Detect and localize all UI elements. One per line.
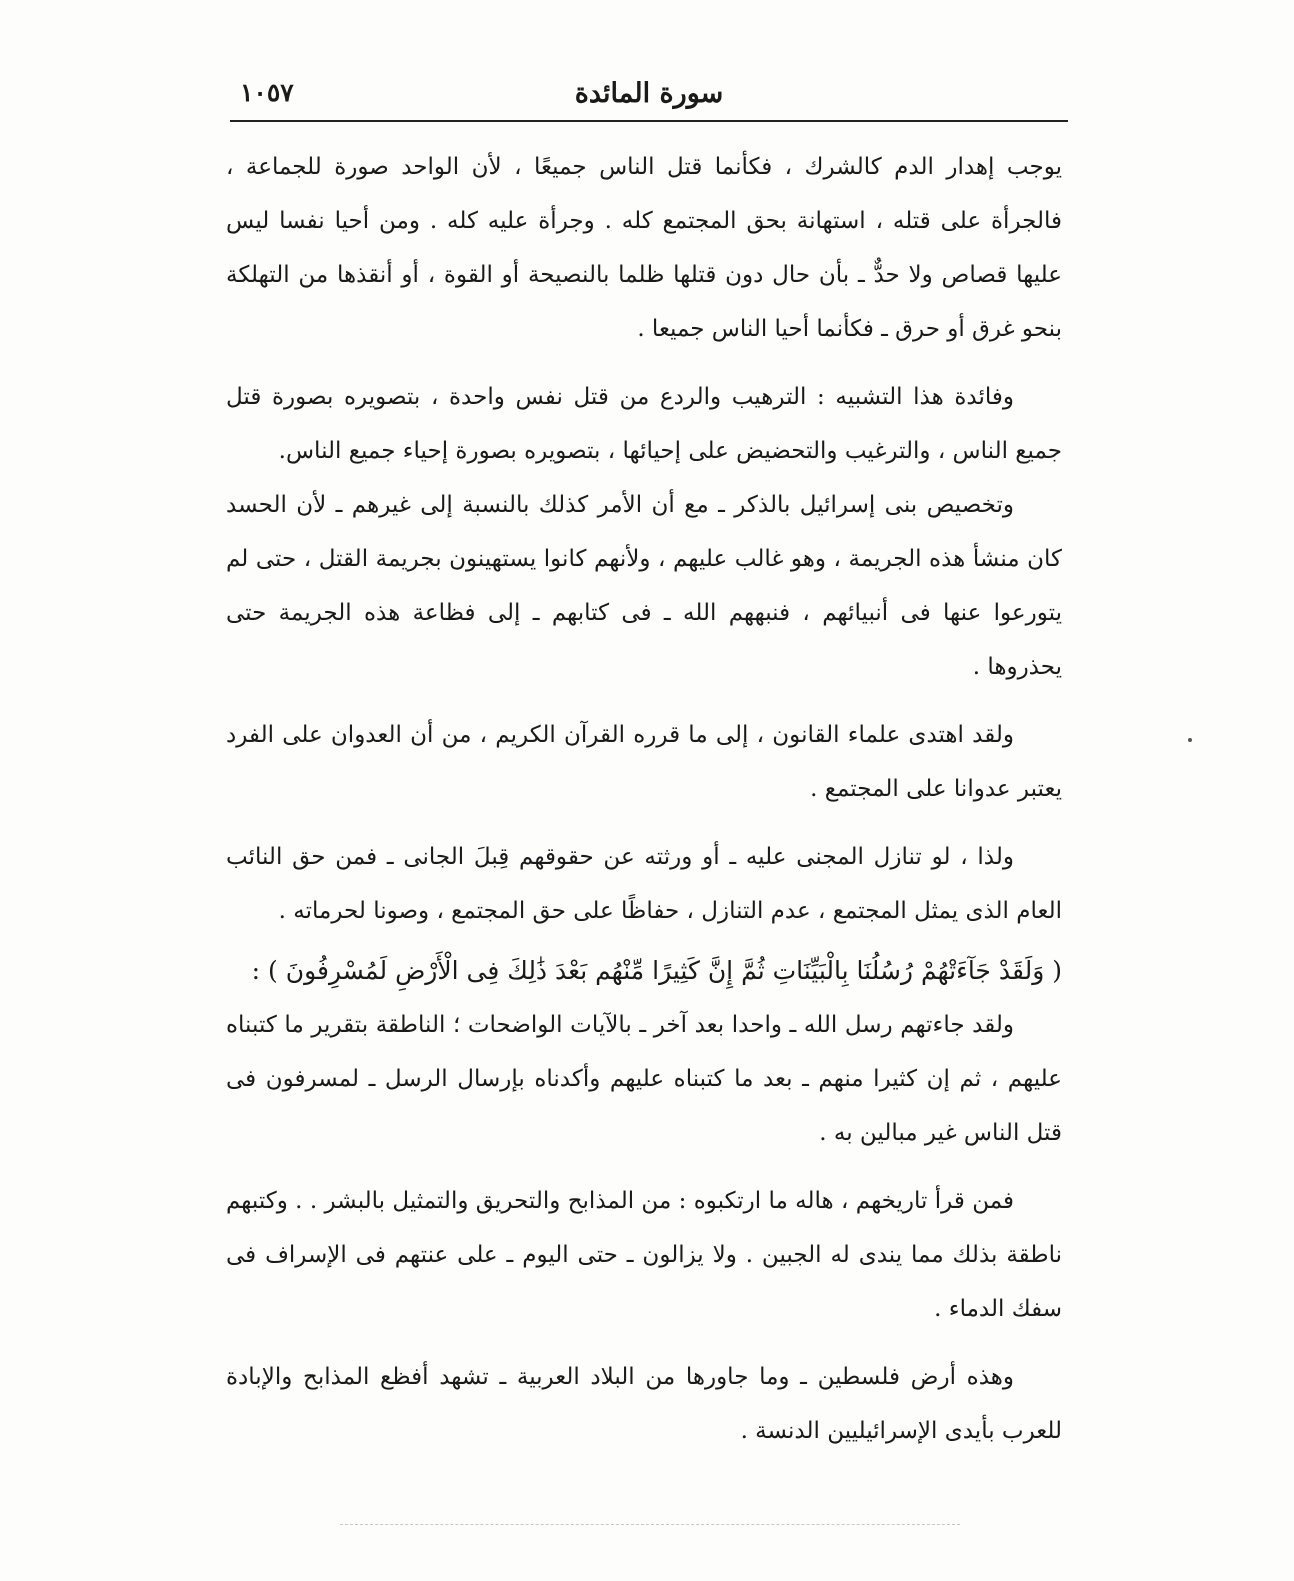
paragraph-8: وهذه أرض فلسطين ـ وما جاورها من البلاد العربية ـ تشهد أفظع المذابح والإبادة للعرب بأيدى الإسرائيليين الدنسة . xyxy=(226,1364,1062,1444)
paragraph-1: يوجب إهدار الدم كالشرك ، فكأنما قتل الناس جميعًا ، لأن الواحد صورة للجماعة ، فالجرأة على قتله ، استهانة بحق المجتمع كله . وجرأة عليه كله . ومن أحيا نفسا ليس عليها قصاص ولا حدٌّ ـ بأن حال دون قتلها ظلما بالنصيحة أو القوة ، أو أنقذها من التهلكة بنحو غرق أو حرق ـ فكأنما أحيا الناس جميعا . xyxy=(226,154,1062,342)
quran-verse: ( وَلَقَدْ جَآءَتْهُمْ رُسُلُنَا بِالْبَيِّنَاتِ ثُمَّ إِنَّ كَثِيرًا مِّنْهُم بَعْدَ ذَٰلِكَ فِى الْأَرْضِ لَمُسْرِفُونَ ) : xyxy=(251,956,1062,985)
paragraph-6: ولقد جاءتهم رسل الله ـ واحدا بعد آخر ـ بالآيات الواضحات ؛ الناطقة بتقرير ما كتبناه عليهم ، ثم إن كثيرا منهم ـ بعد ما كتبناه عليهم وأكدناه بإرسال الرسل ـ لمسرفون فى قتل الناس غير مبالين به . xyxy=(226,1012,1062,1146)
header-rule xyxy=(230,120,1068,122)
surah-title: سورة المائدة xyxy=(574,78,724,109)
paragraph-3: وتخصيص بنى إسرائيل بالذكر ـ مع أن الأمر كذلك بالنسبة إلى غيرهم ـ لأن الحسد كان منشأ هذه الجريمة ، وهو غالب عليهم ، ولأنهم كانوا يستهينون بجريمة القتل ، حتى لم يتورعوا عنها فى أنبيائهم ، فنبههم الله ـ فى كتابهم ـ إلى فظاعة هذه الجريمة حتى يحذروها . xyxy=(226,492,1062,680)
scan-bottom-mark xyxy=(340,1524,960,1525)
paragraph-7: فمن قرأ تاريخهم ، هاله ما ارتكبوه : من المذابح والتحريق والتمثيل بالبشر . . وكتبهم ناطقة بذلك مما يندى له الجبين . ولا يزالون ـ حتى اليوم ـ على عنتهم فى الإسراف فى سفك الدماء . xyxy=(226,1188,1062,1322)
page-number: ١٠٥٧ xyxy=(240,78,294,107)
paragraph-4: ولقد اهتدى علماء القانون ، إلى ما قرره القرآن الكريم ، من أن العدوان على الفرد يعتبر عدوانا على المجتمع . xyxy=(226,722,1062,802)
paragraph-2: وفائدة هذا التشبيه : الترهيب والردع من قتل نفس واحدة ، بتصويره بصورة قتل جميع الناس ، والترغيب والتحضيض على إحيائها ، بتصويره بصورة إحياء جميع الناس. xyxy=(226,384,1062,464)
page-body xyxy=(226,140,1062,1458)
paragraph-5: ولذا ، لو تنازل المجنى عليه ـ أو ورثته عن حقوقهم قِبلَ الجانى ـ فمن حق النائب العام الذى يمثل المجتمع ، عدم التنازل ، حفاظًا على حق المجتمع ، وصونا لحرماته . xyxy=(226,844,1062,924)
scan-speck xyxy=(1188,738,1192,742)
page-header xyxy=(232,78,1066,118)
